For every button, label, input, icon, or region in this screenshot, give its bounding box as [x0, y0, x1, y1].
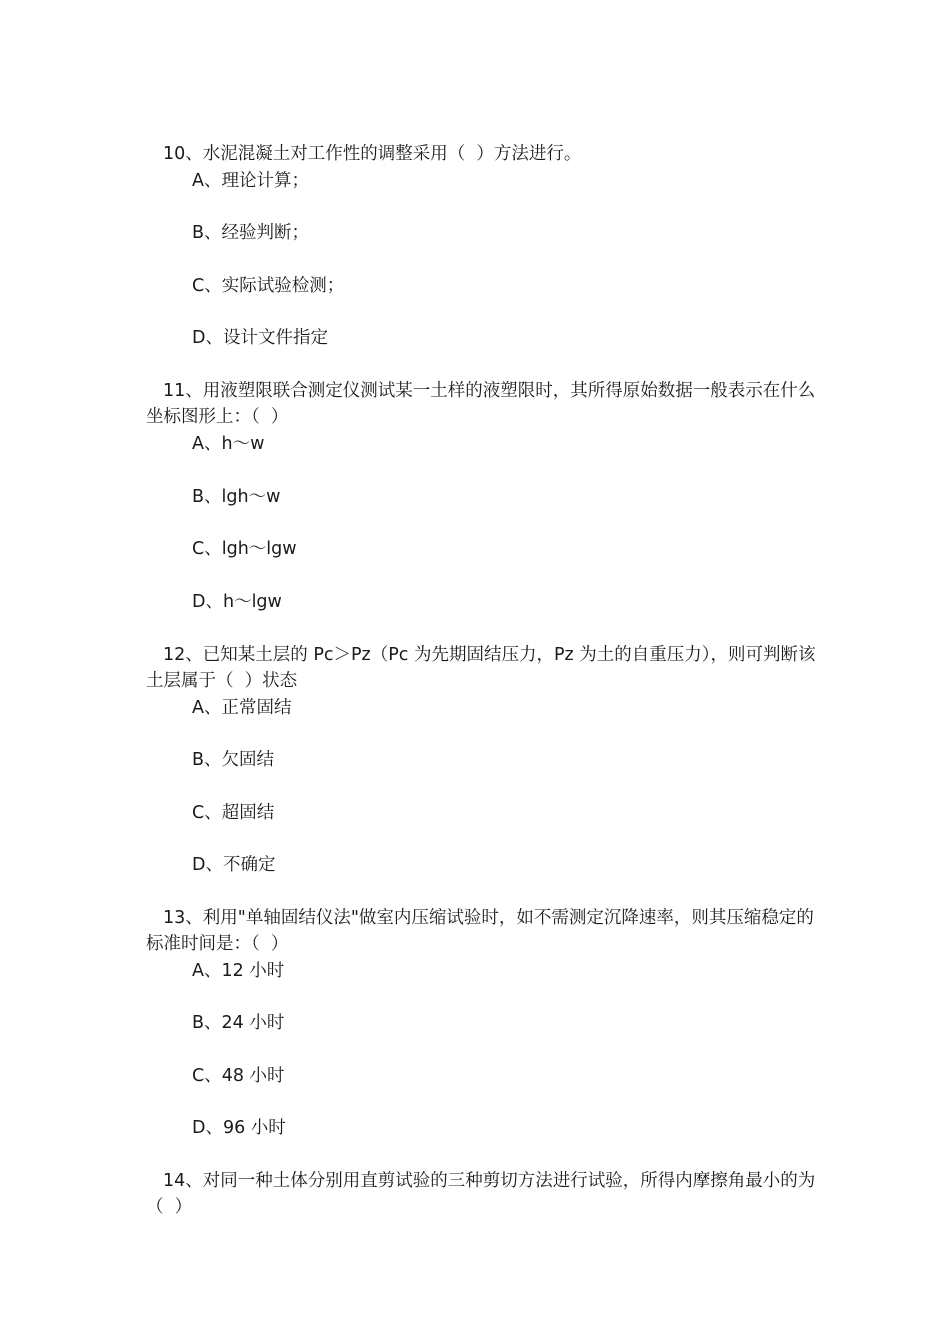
question-stem: 14、对同一种土体分别用直剪试验的三种剪切方法进行试验，所得内摩擦角最小的为（ ） [146, 1171, 816, 1217]
question-13 [146, 905, 826, 1138]
question-stem: 13、利用"单轴固结仪法"做室内压缩试验时，如不需测定沉降速率，则其压缩稳定的标准时间是：（ ） [146, 908, 814, 954]
option-c: C、超固结 [192, 803, 275, 823]
option-c: C、lgh～lgw [192, 539, 297, 559]
question-stem: 10、水泥混凝土对工作性的调整采用（ ）方法进行。 [163, 144, 582, 164]
option-a: A、12 小时 [192, 961, 285, 981]
option-a: A、正常固结 [192, 698, 292, 718]
option-b: B、欠固结 [192, 750, 275, 770]
question-stem: 11、用液塑限联合测定仪测试某一土样的液塑限时，其所得原始数据一般表示在什么坐标图形上：（ ） [146, 381, 816, 427]
question-10 [146, 141, 826, 348]
question-stem: 12、已知某土层的 Pc＞Pz（Pc 为先期固结压力，Pz 为土的自重压力），则可判断该土层属于（ ）状态 [146, 645, 816, 691]
option-b: B、经验判断； [192, 223, 310, 243]
option-c: C、48 小时 [192, 1066, 285, 1086]
question-14 [146, 1168, 826, 1220]
option-b: B、24 小时 [192, 1013, 285, 1033]
option-d: D、96 小时 [192, 1118, 286, 1138]
option-d: D、设计文件指定 [192, 328, 328, 348]
option-d: D、h～lgw [192, 592, 282, 612]
question-12 [146, 642, 826, 875]
option-a: A、理论计算； [192, 171, 309, 191]
question-11 [146, 378, 826, 612]
option-d: D、不确定 [192, 855, 276, 875]
option-c: C、实际试验检测； [192, 276, 345, 296]
option-b: B、lgh～w [192, 487, 281, 507]
option-a: A、h～w [192, 434, 265, 454]
